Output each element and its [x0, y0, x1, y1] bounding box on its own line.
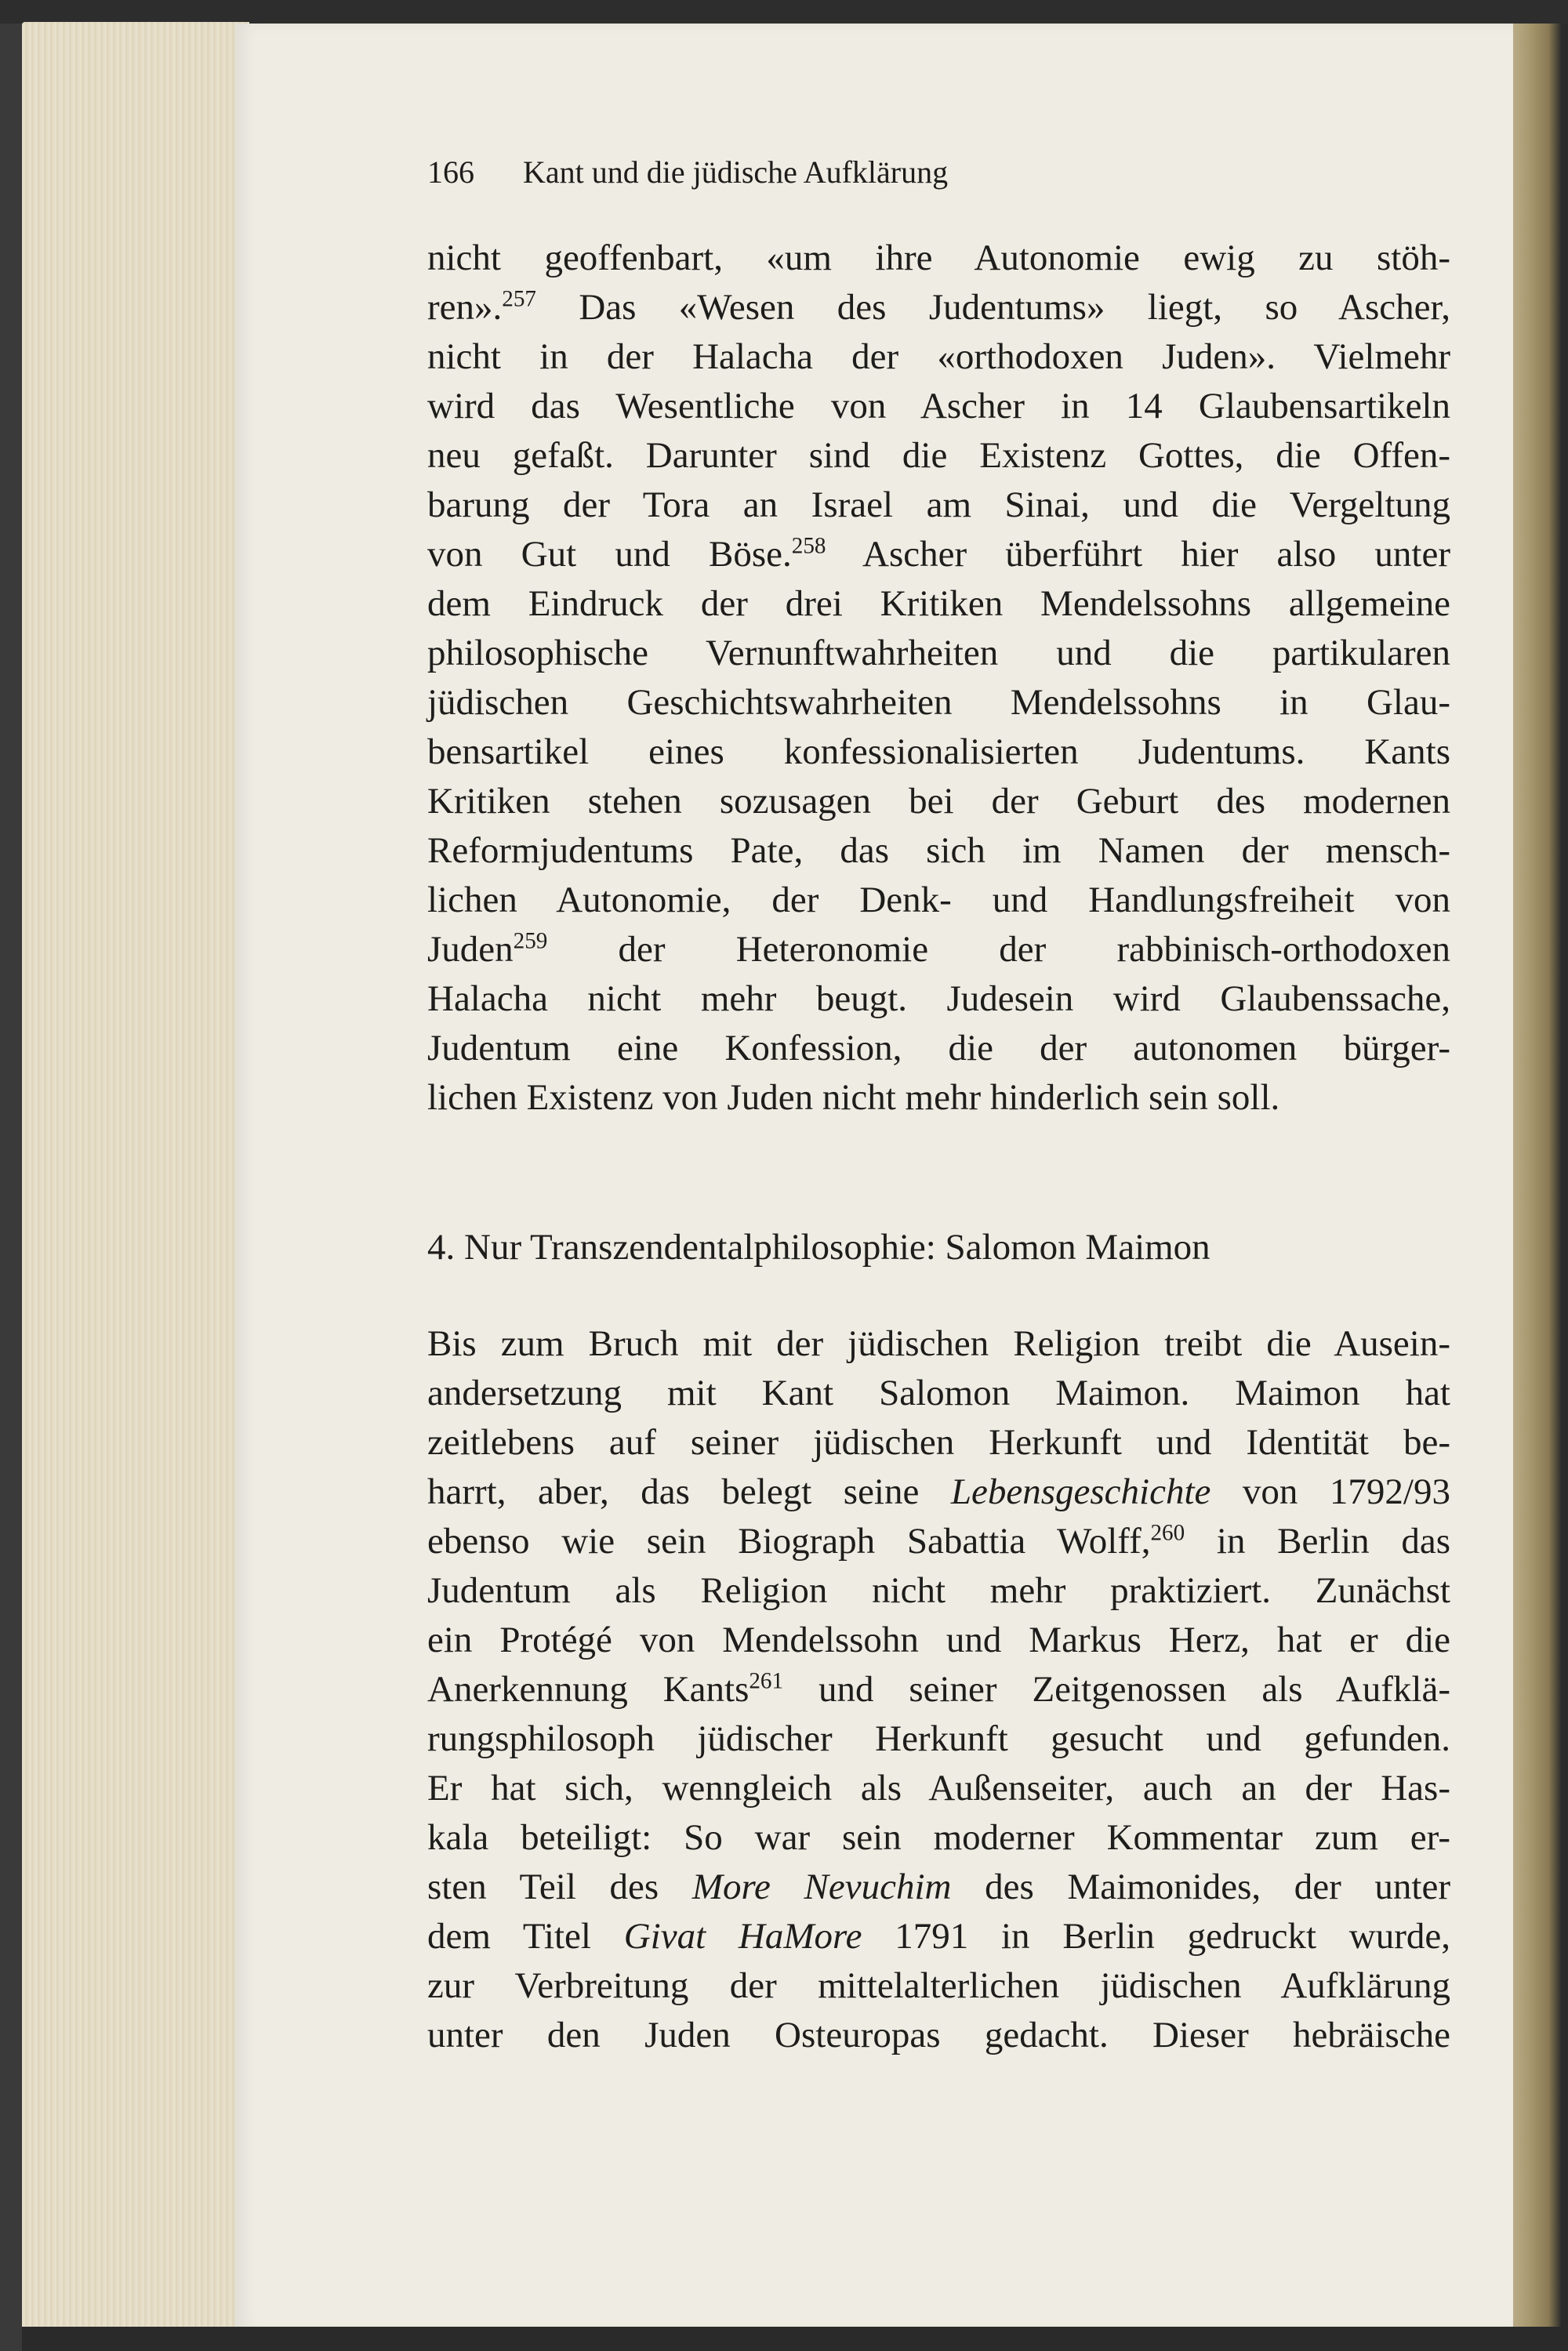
text-line: jüdischen Geschichtswahrheiten Mendelssohns in Glau-	[427, 682, 1450, 723]
text-line: Halacha nicht mehr beugt. Judesein wird Glaubenssache,	[427, 978, 1450, 1019]
text-line: nicht geoffenbart, «um ihre Autonomie ewig zu stöh-	[427, 238, 1450, 278]
text-line: Er hat sich, wenngleich als Außenseiter, auch an der Has-	[427, 1768, 1450, 1809]
text-line: Anerkennung Kants$^{261}$ und seiner Zeitgenossen als Aufklä-	[427, 1668, 1450, 1710]
text-line: wird das Wesentliche von Ascher in 14 Glaubensartikeln	[427, 386, 1450, 426]
running-head-title: Kant und die jüdische Aufklärung	[523, 154, 949, 190]
text-line: harrt, aber, das belegt seine Lebensgeschichte von 1792/93	[427, 1471, 1450, 1512]
text-line: neu gefaßt. Darunter sind die Existenz Gottes, die Offen-	[427, 435, 1450, 476]
text-line: ein Protégé von Mendelssohn und Markus Herz, hat er die	[427, 1620, 1450, 1660]
text-line: Juden$^{259}$ der Heteronomie der rabbinisch-orthodoxen	[427, 928, 1450, 970]
text-line: von Gut und Böse.$^{258}$ Ascher überführt hier also unter	[427, 533, 1450, 575]
book-cover-edge	[1513, 24, 1568, 2332]
page-stack-edges	[22, 22, 249, 2335]
text-line: andersetzung mit Kant Salomon Maimon. Maimon hat	[427, 1373, 1450, 1413]
scan-top-border	[0, 0, 1568, 24]
text-line: bensartikel eines konfessionalisierten Judentums. Kants	[427, 731, 1450, 772]
text-line: rungsphilosoph jüdischer Herkunft gesucht und gefunden.	[427, 1718, 1450, 1759]
text-line: nicht in der Halacha der «orthodoxen Juden». Vielmehr	[427, 336, 1450, 377]
text-line: Judentum eine Konfession, die der autonomen bürger-	[427, 1028, 1450, 1068]
text-line: philosophische Vernunftwahrheiten und die partikularen	[427, 633, 1450, 673]
text-line: Kritiken stehen sozusagen bei der Geburt des modernen	[427, 781, 1450, 822]
scan-bottom-border	[22, 2327, 1568, 2351]
text-line: kala beteiligt: So war sein moderner Kommentar zum er-	[427, 1817, 1450, 1858]
text-line: dem Eindruck der drei Kritiken Mendelssohns allgemeine	[427, 583, 1450, 624]
text-line: dem Titel Givat HaMore 1791 in Berlin gedruckt wurde,	[427, 1916, 1451, 1957]
text-line: ebenso wie sein Biograph Sabattia Wolff,$^{260}$ in Berlin das	[427, 1520, 1450, 1562]
text-line: Judentum als Religion nicht mehr praktiziert. Zunächst	[427, 1570, 1450, 1611]
section-heading: 4. Nur Transzendentalphilosophie: Salomon Maimon	[427, 1227, 1210, 1268]
paragraph-2	[427, 1319, 1450, 2060]
text-line: Reformjudentums Pate, das sich im Namen der mensch-	[427, 830, 1450, 871]
running-head	[427, 154, 948, 190]
paragraph-1	[427, 234, 1450, 1123]
text-line: barung der Tora an Israel am Sinai, und die Vergeltung	[427, 484, 1450, 525]
text-line: Bis zum Bruch mit der jüdischen Religion treibt die Ausein-	[427, 1323, 1450, 1364]
text-line: lichen Autonomie, der Denk- und Handlungsfreiheit von	[427, 880, 1450, 920]
text-line: lichen Existenz von Juden nicht mehr hinderlich sein soll.	[427, 1077, 1280, 1118]
text-line: zeitlebens auf seiner jüdischen Herkunft und Identität be-	[427, 1422, 1450, 1463]
text-line: ren».$^{257}$ Das «Wesen des Judentums» liegt, so Ascher,	[427, 286, 1450, 328]
page-number: 166	[427, 154, 474, 190]
text-line: unter den Juden Osteuropas gedacht. Dieser hebräische	[427, 2015, 1450, 2055]
text-line: sten Teil des More Nevuchim des Maimonides, der unter	[427, 1867, 1450, 1907]
text-line: zur Verbreitung der mittelalterlichen jüdischen Aufklärung	[427, 1965, 1450, 2006]
